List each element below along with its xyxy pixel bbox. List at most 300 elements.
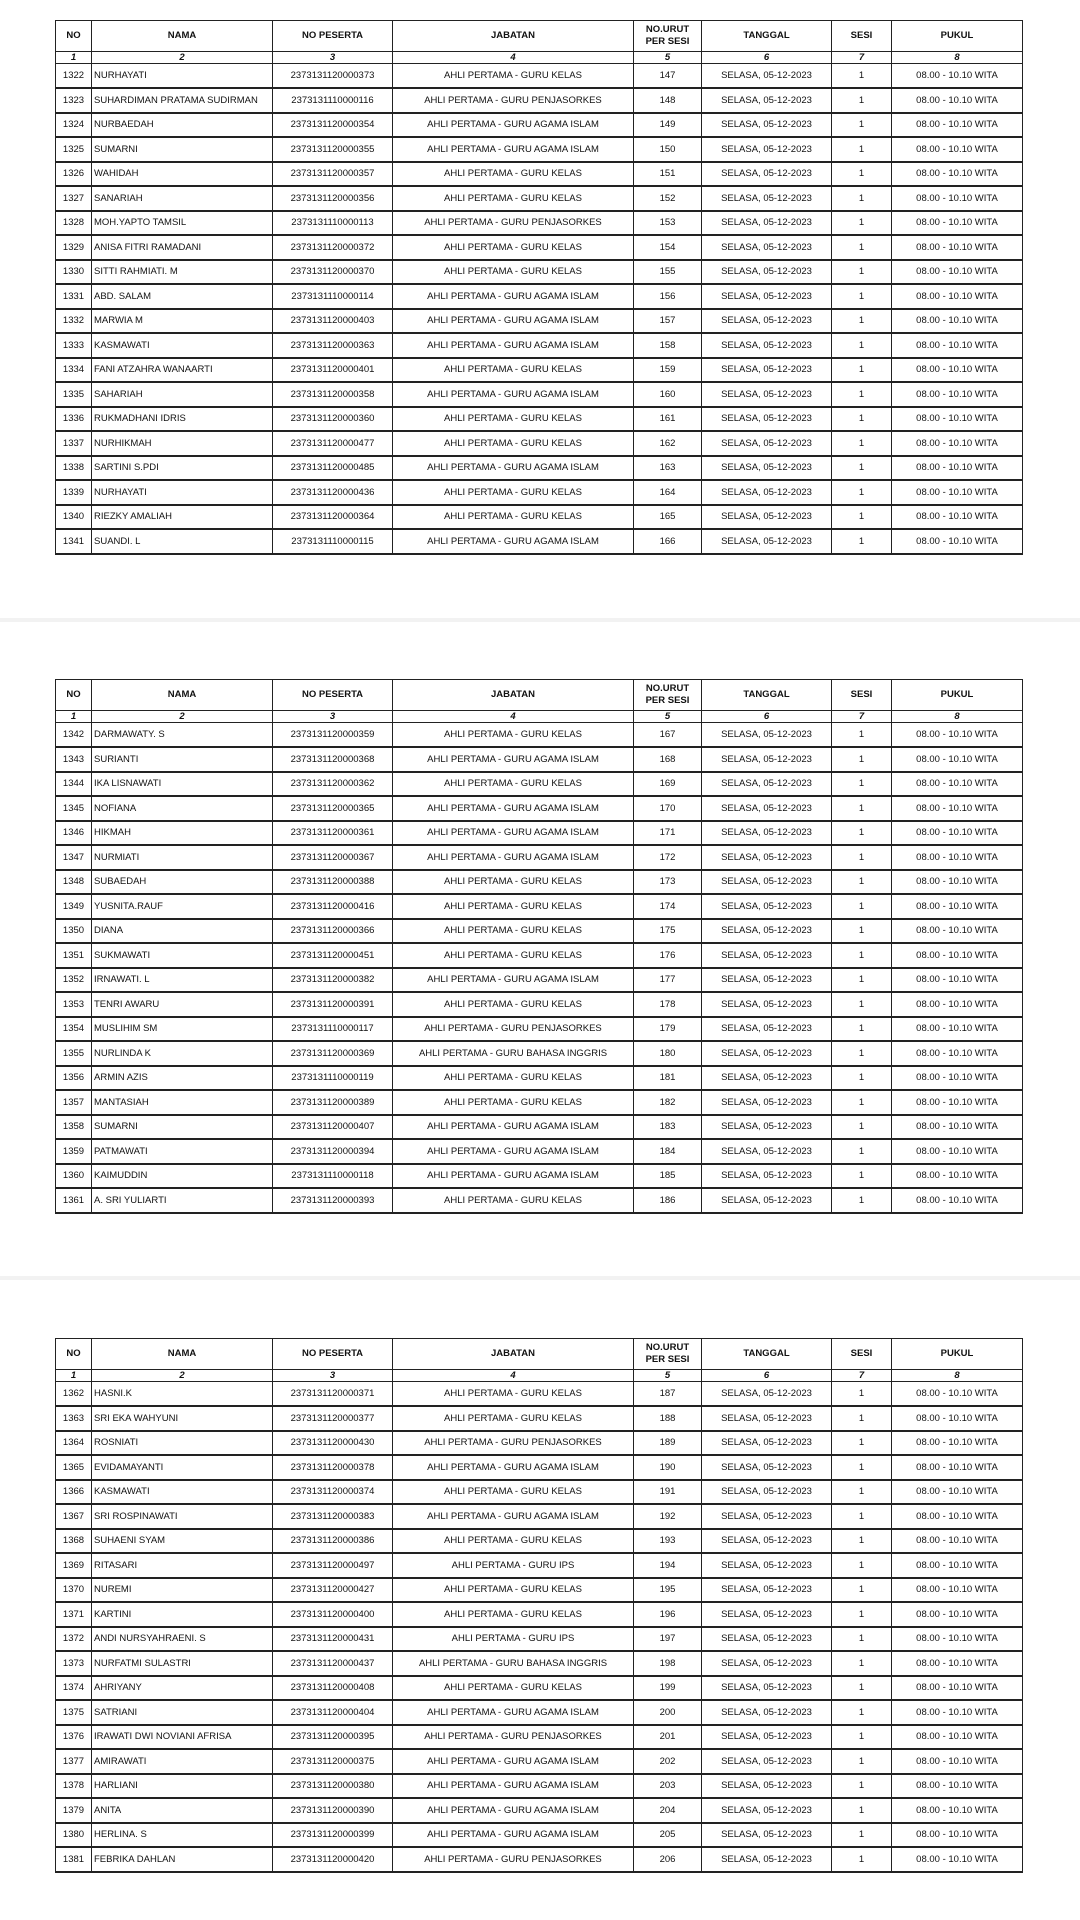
cell-no: 1373 <box>56 1651 92 1676</box>
cell-pukul: 08.00 - 10.10 WITA <box>892 1529 1023 1554</box>
header-nama: NAMA <box>92 21 273 52</box>
header-pukul: PUKUL <box>892 21 1023 52</box>
table-row <box>56 1725 1023 1750</box>
table-row <box>56 772 1023 797</box>
column-number: 2 <box>92 52 273 64</box>
cell-no-urut: 166 <box>634 529 702 554</box>
cell-tanggal: SELASA, 05-12-2023 <box>702 1847 832 1872</box>
cell-tanggal: SELASA, 05-12-2023 <box>702 505 832 530</box>
cell-pukul: 08.00 - 10.10 WITA <box>892 1382 1023 1407</box>
table-row <box>56 1602 1023 1627</box>
cell-sesi: 1 <box>832 796 892 821</box>
cell-no-urut: 204 <box>634 1798 702 1823</box>
cell-no-peserta: 2373131110000115 <box>273 529 393 554</box>
cell-tanggal: SELASA, 05-12-2023 <box>702 162 832 187</box>
cell-sesi: 1 <box>832 358 892 383</box>
cell-no: 1348 <box>56 870 92 895</box>
cell-nama: SITTI RAHMIATI. M <box>92 260 273 285</box>
header-no: NO <box>56 680 92 711</box>
cell-tanggal: SELASA, 05-12-2023 <box>702 1504 832 1529</box>
cell-no: 1377 <box>56 1749 92 1774</box>
cell-sesi: 1 <box>832 1382 892 1407</box>
cell-no-peserta: 2373131120000393 <box>273 1188 393 1213</box>
cell-no-urut: 164 <box>634 480 702 505</box>
cell-jabatan: AHLI PERTAMA - GURU IPS <box>393 1553 634 1578</box>
cell-no-peserta: 2373131120000373 <box>273 64 393 89</box>
header-jabatan: JABATAN <box>393 1339 634 1370</box>
column-number: 3 <box>273 711 393 723</box>
cell-no-urut: 195 <box>634 1578 702 1603</box>
table-row <box>56 113 1023 138</box>
cell-pukul: 08.00 - 10.10 WITA <box>892 1017 1023 1042</box>
cell-nama: MUSLIHIM SM <box>92 1017 273 1042</box>
cell-no: 1365 <box>56 1455 92 1480</box>
table-row <box>56 407 1023 432</box>
cell-nama: SANARIAH <box>92 186 273 211</box>
cell-no-peserta: 2373131120000403 <box>273 309 393 334</box>
cell-tanggal: SELASA, 05-12-2023 <box>702 113 832 138</box>
cell-no-urut: 189 <box>634 1431 702 1456</box>
header-no: NO <box>56 1339 92 1370</box>
table-row <box>56 723 1023 748</box>
cell-no: 1335 <box>56 382 92 407</box>
cell-jabatan: AHLI PERTAMA - GURU KELAS <box>393 505 634 530</box>
cell-nama: ABD. SALAM <box>92 284 273 309</box>
cell-sesi: 1 <box>832 919 892 944</box>
cell-no-urut: 150 <box>634 137 702 162</box>
table-row <box>56 186 1023 211</box>
cell-pukul: 08.00 - 10.10 WITA <box>892 162 1023 187</box>
cell-nama: HARLIANI <box>92 1774 273 1799</box>
cell-sesi: 1 <box>832 284 892 309</box>
cell-no-urut: 199 <box>634 1676 702 1701</box>
cell-no-peserta: 2373131120000427 <box>273 1578 393 1603</box>
column-number-row <box>56 1370 1023 1382</box>
cell-no: 1359 <box>56 1139 92 1164</box>
cell-pukul: 08.00 - 10.10 WITA <box>892 772 1023 797</box>
cell-tanggal: SELASA, 05-12-2023 <box>702 1749 832 1774</box>
cell-no: 1357 <box>56 1090 92 1115</box>
cell-jabatan: AHLI PERTAMA - GURU AGAMA ISLAM <box>393 1823 634 1848</box>
cell-tanggal: SELASA, 05-12-2023 <box>702 845 832 870</box>
header-no-urut: NO.URUT PER SESI <box>634 21 702 52</box>
cell-jabatan: AHLI PERTAMA - GURU AGAMA ISLAM <box>393 113 634 138</box>
cell-no: 1381 <box>56 1847 92 1872</box>
table-row <box>56 480 1023 505</box>
cell-no: 1332 <box>56 309 92 334</box>
cell-sesi: 1 <box>832 894 892 919</box>
cell-sesi: 1 <box>832 1823 892 1848</box>
cell-nama: KASMAWATI <box>92 333 273 358</box>
cell-jabatan: AHLI PERTAMA - GURU KELAS <box>393 1090 634 1115</box>
cell-no: 1338 <box>56 456 92 481</box>
cell-no: 1370 <box>56 1578 92 1603</box>
cell-sesi: 1 <box>832 1651 892 1676</box>
cell-no-urut: 151 <box>634 162 702 187</box>
column-number: 7 <box>832 52 892 64</box>
cell-nama: NURMIATI <box>92 845 273 870</box>
cell-tanggal: SELASA, 05-12-2023 <box>702 1823 832 1848</box>
table-row <box>56 309 1023 334</box>
cell-sesi: 1 <box>832 211 892 236</box>
cell-nama: AHRIYANY <box>92 1676 273 1701</box>
cell-no-peserta: 2373131110000113 <box>273 211 393 236</box>
cell-no: 1378 <box>56 1774 92 1799</box>
cell-nama: ANDI NURSYAHRAENI. S <box>92 1627 273 1652</box>
cell-tanggal: SELASA, 05-12-2023 <box>702 1139 832 1164</box>
cell-no: 1356 <box>56 1066 92 1091</box>
column-number: 4 <box>393 1370 634 1382</box>
table-row <box>56 235 1023 260</box>
cell-tanggal: SELASA, 05-12-2023 <box>702 480 832 505</box>
cell-jabatan: AHLI PERTAMA - GURU KELAS <box>393 870 634 895</box>
cell-no: 1375 <box>56 1700 92 1725</box>
table-row <box>56 1676 1023 1701</box>
cell-no-peserta: 2373131120000416 <box>273 894 393 919</box>
table-row <box>56 1188 1023 1213</box>
cell-nama: ANISA FITRI RAMADANI <box>92 235 273 260</box>
cell-no-peserta: 2373131120000382 <box>273 968 393 993</box>
cell-sesi: 1 <box>832 723 892 748</box>
column-number: 6 <box>702 711 832 723</box>
cell-sesi: 1 <box>832 1700 892 1725</box>
header-sesi: SESI <box>832 680 892 711</box>
table-row <box>56 358 1023 383</box>
table-row <box>56 456 1023 481</box>
cell-no-urut: 154 <box>634 235 702 260</box>
cell-tanggal: SELASA, 05-12-2023 <box>702 211 832 236</box>
table-row <box>56 919 1023 944</box>
cell-nama: A. SRI YULIARTI <box>92 1188 273 1213</box>
cell-no: 1380 <box>56 1823 92 1848</box>
cell-no-urut: 153 <box>634 211 702 236</box>
cell-no-urut: 202 <box>634 1749 702 1774</box>
cell-no-peserta: 2373131120000451 <box>273 943 393 968</box>
cell-jabatan: AHLI PERTAMA - GURU AGAMA ISLAM <box>393 1774 634 1799</box>
header-jabatan: JABATAN <box>393 680 634 711</box>
header-jabatan: JABATAN <box>393 21 634 52</box>
cell-no-peserta: 2373131120000430 <box>273 1431 393 1456</box>
cell-sesi: 1 <box>832 1480 892 1505</box>
table-row <box>56 1578 1023 1603</box>
cell-no-urut: 155 <box>634 260 702 285</box>
cell-jabatan: AHLI PERTAMA - GURU KELAS <box>393 407 634 432</box>
cell-sesi: 1 <box>832 505 892 530</box>
cell-no-peserta: 2373131120000361 <box>273 821 393 846</box>
cell-no-urut: 198 <box>634 1651 702 1676</box>
cell-no-urut: 194 <box>634 1553 702 1578</box>
cell-nama: AMIRAWATI <box>92 1749 273 1774</box>
cell-tanggal: SELASA, 05-12-2023 <box>702 407 832 432</box>
cell-pukul: 08.00 - 10.10 WITA <box>892 1504 1023 1529</box>
cell-no-urut: 165 <box>634 505 702 530</box>
cell-jabatan: AHLI PERTAMA - GURU PENJASORKES <box>393 1431 634 1456</box>
cell-jabatan: AHLI PERTAMA - GURU KELAS <box>393 1529 634 1554</box>
header-tanggal: TANGGAL <box>702 1339 832 1370</box>
cell-tanggal: SELASA, 05-12-2023 <box>702 1115 832 1140</box>
cell-sesi: 1 <box>832 64 892 89</box>
table-row <box>56 137 1023 162</box>
table-row <box>56 821 1023 846</box>
cell-jabatan: AHLI PERTAMA - GURU KELAS <box>393 1578 634 1603</box>
cell-tanggal: SELASA, 05-12-2023 <box>702 1090 832 1115</box>
cell-jabatan: AHLI PERTAMA - GURU KELAS <box>393 1406 634 1431</box>
cell-pukul: 08.00 - 10.10 WITA <box>892 1066 1023 1091</box>
cell-tanggal: SELASA, 05-12-2023 <box>702 260 832 285</box>
table-row <box>56 894 1023 919</box>
cell-pukul: 08.00 - 10.10 WITA <box>892 431 1023 456</box>
cell-nama: KASMAWATI <box>92 1480 273 1505</box>
cell-pukul: 08.00 - 10.10 WITA <box>892 1188 1023 1213</box>
table-row <box>56 1041 1023 1066</box>
column-number: 7 <box>832 711 892 723</box>
cell-nama: ROSNIATI <box>92 1431 273 1456</box>
cell-pukul: 08.00 - 10.10 WITA <box>892 1725 1023 1750</box>
column-number: 8 <box>892 711 1023 723</box>
cell-tanggal: SELASA, 05-12-2023 <box>702 358 832 383</box>
cell-sesi: 1 <box>832 137 892 162</box>
cell-nama: FANI ATZAHRA WANAARTI <box>92 358 273 383</box>
cell-sesi: 1 <box>832 1455 892 1480</box>
cell-tanggal: SELASA, 05-12-2023 <box>702 309 832 334</box>
cell-no-peserta: 2373131120000399 <box>273 1823 393 1848</box>
cell-jabatan: AHLI PERTAMA - GURU AGAMA ISLAM <box>393 309 634 334</box>
cell-no: 1341 <box>56 529 92 554</box>
column-number: 8 <box>892 52 1023 64</box>
table-row <box>56 1139 1023 1164</box>
cell-sesi: 1 <box>832 821 892 846</box>
cell-sesi: 1 <box>832 1115 892 1140</box>
cell-no-peserta: 2373131120000391 <box>273 992 393 1017</box>
cell-no: 1364 <box>56 1431 92 1456</box>
cell-no: 1325 <box>56 137 92 162</box>
cell-tanggal: SELASA, 05-12-2023 <box>702 1725 832 1750</box>
schedule-table-1 <box>55 20 1023 555</box>
cell-nama: NURBAEDAH <box>92 113 273 138</box>
cell-pukul: 08.00 - 10.10 WITA <box>892 1455 1023 1480</box>
cell-tanggal: SELASA, 05-12-2023 <box>702 88 832 113</box>
cell-no: 1371 <box>56 1602 92 1627</box>
cell-nama: DIANA <box>92 919 273 944</box>
cell-no-urut: 193 <box>634 1529 702 1554</box>
cell-no-urut: 200 <box>634 1700 702 1725</box>
cell-no: 1367 <box>56 1504 92 1529</box>
cell-no: 1342 <box>56 723 92 748</box>
cell-pukul: 08.00 - 10.10 WITA <box>892 747 1023 772</box>
cell-no-peserta: 2373131120000377 <box>273 1406 393 1431</box>
cell-jabatan: AHLI PERTAMA - GURU KELAS <box>393 260 634 285</box>
table-row <box>56 1480 1023 1505</box>
cell-no-peserta: 2373131120000389 <box>273 1090 393 1115</box>
cell-pukul: 08.00 - 10.10 WITA <box>892 480 1023 505</box>
cell-nama: SRI ROSPINAWATI <box>92 1504 273 1529</box>
cell-tanggal: SELASA, 05-12-2023 <box>702 284 832 309</box>
cell-no-peserta: 2373131120000380 <box>273 1774 393 1799</box>
cell-jabatan: AHLI PERTAMA - GURU AGAMA ISLAM <box>393 1164 634 1189</box>
cell-jabatan: AHLI PERTAMA - GURU PENJASORKES <box>393 88 634 113</box>
cell-tanggal: SELASA, 05-12-2023 <box>702 186 832 211</box>
cell-no: 1323 <box>56 88 92 113</box>
cell-pukul: 08.00 - 10.10 WITA <box>892 358 1023 383</box>
table-row <box>56 1066 1023 1091</box>
cell-pukul: 08.00 - 10.10 WITA <box>892 1798 1023 1823</box>
cell-sesi: 1 <box>832 456 892 481</box>
cell-no-urut: 161 <box>634 407 702 432</box>
cell-pukul: 08.00 - 10.10 WITA <box>892 845 1023 870</box>
header-pukul: PUKUL <box>892 1339 1023 1370</box>
cell-no: 1337 <box>56 431 92 456</box>
header-tanggal: TANGGAL <box>702 21 832 52</box>
cell-nama: HERLINA. S <box>92 1823 273 1848</box>
cell-nama: SUANDI. L <box>92 529 273 554</box>
cell-no-peserta: 2373131120000395 <box>273 1725 393 1750</box>
cell-jabatan: AHLI PERTAMA - GURU KELAS <box>393 1382 634 1407</box>
cell-nama: NURFATMI SULASTRI <box>92 1651 273 1676</box>
cell-no-peserta: 2373131120000355 <box>273 137 393 162</box>
cell-sesi: 1 <box>832 333 892 358</box>
cell-pukul: 08.00 - 10.10 WITA <box>892 1774 1023 1799</box>
cell-pukul: 08.00 - 10.10 WITA <box>892 1431 1023 1456</box>
cell-tanggal: SELASA, 05-12-2023 <box>702 333 832 358</box>
cell-tanggal: SELASA, 05-12-2023 <box>702 1676 832 1701</box>
cell-tanggal: SELASA, 05-12-2023 <box>702 1602 832 1627</box>
cell-jabatan: AHLI PERTAMA - GURU AGAMA ISLAM <box>393 529 634 554</box>
cell-nama: HASNI.K <box>92 1382 273 1407</box>
header-no-peserta: NO PESERTA <box>273 680 393 711</box>
cell-sesi: 1 <box>832 870 892 895</box>
cell-sesi: 1 <box>832 1529 892 1554</box>
cell-pukul: 08.00 - 10.10 WITA <box>892 137 1023 162</box>
cell-no-urut: 176 <box>634 943 702 968</box>
cell-tanggal: SELASA, 05-12-2023 <box>702 1480 832 1505</box>
cell-sesi: 1 <box>832 1017 892 1042</box>
cell-no-peserta: 2373131120000364 <box>273 505 393 530</box>
cell-no-urut: 188 <box>634 1406 702 1431</box>
header-sesi: SESI <box>832 21 892 52</box>
cell-no: 1362 <box>56 1382 92 1407</box>
cell-pukul: 08.00 - 10.10 WITA <box>892 1676 1023 1701</box>
cell-jabatan: AHLI PERTAMA - GURU AGAMA ISLAM <box>393 821 634 846</box>
cell-nama: IKA LISNAWATI <box>92 772 273 797</box>
cell-jabatan: AHLI PERTAMA - GURU AGAMA ISLAM <box>393 1504 634 1529</box>
cell-sesi: 1 <box>832 1553 892 1578</box>
cell-no: 1326 <box>56 162 92 187</box>
cell-nama: ARMIN AZIS <box>92 1066 273 1091</box>
cell-no-urut: 148 <box>634 88 702 113</box>
cell-no-peserta: 2373131120000354 <box>273 113 393 138</box>
cell-no-urut: 172 <box>634 845 702 870</box>
cell-nama: PATMAWATI <box>92 1139 273 1164</box>
cell-no-peserta: 2373131120000370 <box>273 260 393 285</box>
cell-sesi: 1 <box>832 1602 892 1627</box>
cell-pukul: 08.00 - 10.10 WITA <box>892 1090 1023 1115</box>
cell-no-urut: 182 <box>634 1090 702 1115</box>
cell-pukul: 08.00 - 10.10 WITA <box>892 1823 1023 1848</box>
cell-no: 1339 <box>56 480 92 505</box>
cell-no-urut: 192 <box>634 1504 702 1529</box>
header-no-peserta: NO PESERTA <box>273 1339 393 1370</box>
cell-sesi: 1 <box>832 260 892 285</box>
cell-no: 1343 <box>56 747 92 772</box>
cell-jabatan: AHLI PERTAMA - GURU KELAS <box>393 186 634 211</box>
cell-jabatan: AHLI PERTAMA - GURU KELAS <box>393 1480 634 1505</box>
cell-no-peserta: 2373131120000372 <box>273 235 393 260</box>
cell-jabatan: AHLI PERTAMA - GURU AGAMA ISLAM <box>393 845 634 870</box>
cell-pukul: 08.00 - 10.10 WITA <box>892 113 1023 138</box>
cell-tanggal: SELASA, 05-12-2023 <box>702 1382 832 1407</box>
column-number: 2 <box>92 1370 273 1382</box>
cell-no-urut: 162 <box>634 431 702 456</box>
table-row <box>56 1017 1023 1042</box>
cell-no: 1368 <box>56 1529 92 1554</box>
cell-sesi: 1 <box>832 1798 892 1823</box>
cell-no: 1352 <box>56 968 92 993</box>
cell-nama: SUMARNI <box>92 1115 273 1140</box>
cell-no-peserta: 2373131110000114 <box>273 284 393 309</box>
cell-pukul: 08.00 - 10.10 WITA <box>892 723 1023 748</box>
cell-jabatan: AHLI PERTAMA - GURU AGAMA ISLAM <box>393 382 634 407</box>
cell-pukul: 08.00 - 10.10 WITA <box>892 1480 1023 1505</box>
cell-no: 1334 <box>56 358 92 383</box>
cell-tanggal: SELASA, 05-12-2023 <box>702 919 832 944</box>
cell-pukul: 08.00 - 10.10 WITA <box>892 1602 1023 1627</box>
cell-pukul: 08.00 - 10.10 WITA <box>892 1700 1023 1725</box>
cell-tanggal: SELASA, 05-12-2023 <box>702 992 832 1017</box>
cell-tanggal: SELASA, 05-12-2023 <box>702 235 832 260</box>
cell-no: 1354 <box>56 1017 92 1042</box>
cell-sesi: 1 <box>832 529 892 554</box>
cell-no-peserta: 2373131120000356 <box>273 186 393 211</box>
cell-no: 1361 <box>56 1188 92 1213</box>
cell-no-peserta: 2373131120000388 <box>273 870 393 895</box>
cell-no-peserta: 2373131120000357 <box>273 162 393 187</box>
cell-no-urut: 179 <box>634 1017 702 1042</box>
cell-sesi: 1 <box>832 772 892 797</box>
cell-tanggal: SELASA, 05-12-2023 <box>702 968 832 993</box>
cell-jabatan: AHLI PERTAMA - GURU KELAS <box>393 1602 634 1627</box>
table-row <box>56 1090 1023 1115</box>
cell-no-peserta: 2373131110000119 <box>273 1066 393 1091</box>
cell-no-urut: 170 <box>634 796 702 821</box>
cell-no-urut: 167 <box>634 723 702 748</box>
cell-nama: SUKMAWATI <box>92 943 273 968</box>
cell-tanggal: SELASA, 05-12-2023 <box>702 943 832 968</box>
table-row <box>56 505 1023 530</box>
cell-no: 1350 <box>56 919 92 944</box>
cell-sesi: 1 <box>832 1188 892 1213</box>
cell-nama: EVIDAMAYANTI <box>92 1455 273 1480</box>
cell-no-peserta: 2373131110000118 <box>273 1164 393 1189</box>
cell-jabatan: AHLI PERTAMA - GURU AGAMA ISLAM <box>393 1798 634 1823</box>
cell-no-urut: 186 <box>634 1188 702 1213</box>
cell-tanggal: SELASA, 05-12-2023 <box>702 1700 832 1725</box>
cell-no: 1327 <box>56 186 92 211</box>
cell-no-urut: 191 <box>634 1480 702 1505</box>
cell-jabatan: AHLI PERTAMA - GURU KELAS <box>393 1066 634 1091</box>
table-row <box>56 1823 1023 1848</box>
cell-no: 1355 <box>56 1041 92 1066</box>
cell-no: 1363 <box>56 1406 92 1431</box>
cell-no-peserta: 2373131120000407 <box>273 1115 393 1140</box>
header-no-urut: NO.URUT PER SESI <box>634 680 702 711</box>
column-number-row <box>56 711 1023 723</box>
cell-pukul: 08.00 - 10.10 WITA <box>892 382 1023 407</box>
cell-no-urut: 173 <box>634 870 702 895</box>
table-row <box>56 1627 1023 1652</box>
cell-no: 1329 <box>56 235 92 260</box>
cell-pukul: 08.00 - 10.10 WITA <box>892 968 1023 993</box>
cell-no-urut: 196 <box>634 1602 702 1627</box>
